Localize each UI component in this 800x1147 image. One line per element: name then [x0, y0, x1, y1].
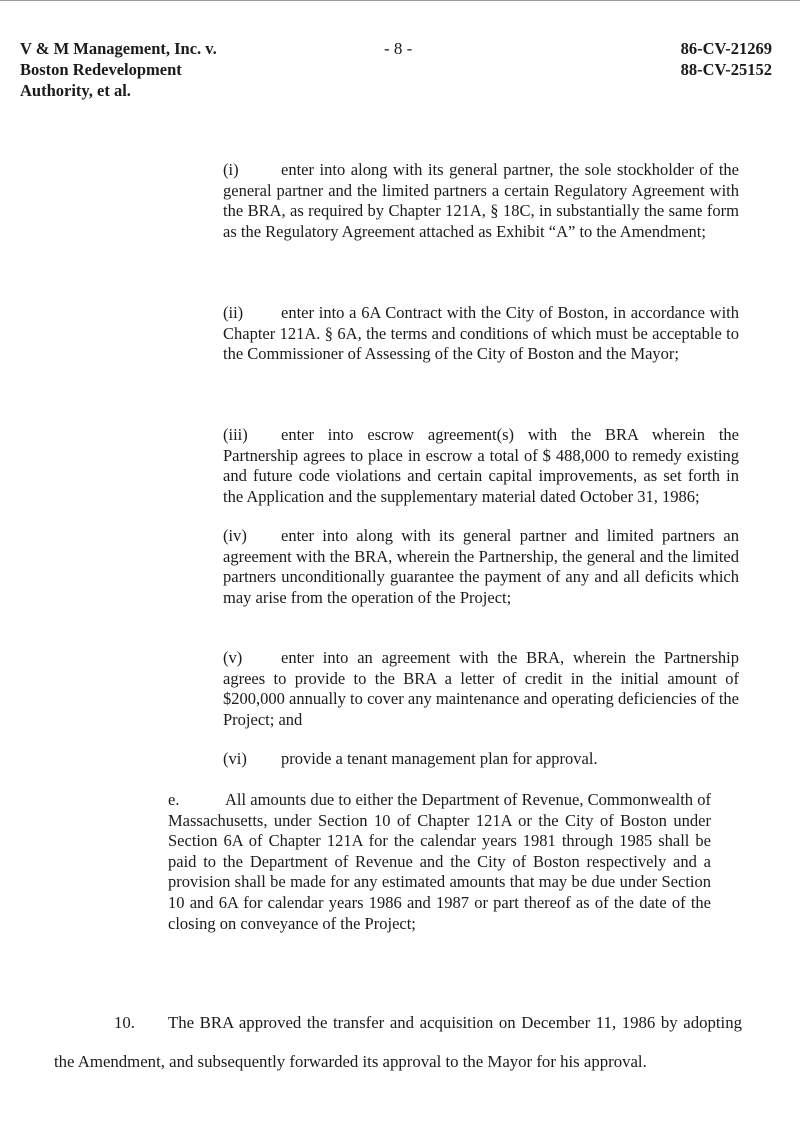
subparagraph-number: (iii) — [223, 425, 248, 444]
docket-number-1: 86-CV-21269 — [680, 39, 772, 58]
subparagraph-i — [223, 160, 739, 242]
case-caption-line-3: Authority, et al. — [20, 81, 131, 100]
subparagraph-text: enter into an agreement with the BRA, wherein the Partnership agrees to provide to the BRA a letter of credit in the initial amount of $200,000 annually to cover any maintenance and operating deficiencies of the Project; and — [223, 648, 739, 729]
subparagraph-number: (i) — [223, 160, 239, 179]
page-number: - 8 - — [384, 39, 413, 58]
subparagraph-iv — [223, 526, 739, 608]
subparagraph-number: (v) — [223, 648, 243, 667]
subparagraph-number: (vi) — [223, 749, 247, 768]
scan-edge-line — [0, 0, 800, 1]
subparagraph-vi — [223, 749, 739, 770]
subparagraph-text: enter into along with its general partner and limited partners an agreement with the BRA, wherein the Partnership, the general and the limited partners unconditionally guarantee the payment of any and all deficits which may arise from the operation of the Project; — [223, 526, 739, 607]
subparagraph-text: enter into a 6A Contract with the City of Boston, in accordance with Chapter 121A. § 6A, the terms and conditions of which must be acceptable to the Commissioner of Assessing of the City of Boston and the Mayor; — [223, 303, 739, 364]
case-caption — [20, 38, 217, 101]
case-caption-line-2: Boston Redevelopment — [20, 60, 182, 79]
paragraph-e-text: All amounts due to either the Department of Revenue, Commonwealth of Massachusetts, under Section 10 of Chapter 121A or the City of Boston under Section 6A of Chapter 121A for the calendar years 1981 through 1985 shall be paid to the Department of Revenue and the City of Boston respectively and a provision shall be made for any estimated amounts that may be due under Section 10 and 6A for calendar years 1986 and 1987 or part thereof as of the date of the closing on conveyance of the Project; — [168, 790, 711, 933]
paragraph-10 — [54, 1004, 742, 1081]
case-caption-line-1: V & M Management, Inc. v. — [20, 39, 217, 58]
subparagraph-text: enter into escrow agreement(s) with the BRA wherein the Partnership agrees to place in escrow a total of $ 488,000 to remedy existing and future code violations and certain capital improvements, as set forth in the Application and the supplementary material dated October 31, 1986; — [223, 425, 739, 506]
subparagraph-ii — [223, 303, 739, 365]
paragraph-e-number: e. — [168, 790, 180, 809]
docket-numbers — [662, 38, 772, 80]
subparagraph-text: provide a tenant management plan for approval. — [281, 749, 598, 768]
subparagraph-iii — [223, 425, 739, 507]
docket-number-2: 88-CV-25152 — [680, 60, 772, 79]
paragraph-10-text: The BRA approved the transfer and acquisition on December 11, 1986 by adopting the Amendment, and subsequently forwarded its approval to the Mayor for his approval. — [54, 1013, 742, 1071]
subparagraph-text: enter into along with its general partner, the sole stockholder of the general partner and the limited partners a certain Regulatory Agreement with the BRA, as required by Chapter 121A, § 18C, in substantially the same form as the Regulatory Agreement attached as Exhibit “A” to the Amendment; — [223, 160, 739, 241]
subparagraph-number: (ii) — [223, 303, 244, 322]
paragraph-e — [168, 790, 711, 934]
paragraph-10-number: 10. — [114, 1013, 135, 1032]
subparagraph-v — [223, 648, 739, 730]
subparagraph-number: (iv) — [223, 526, 247, 545]
